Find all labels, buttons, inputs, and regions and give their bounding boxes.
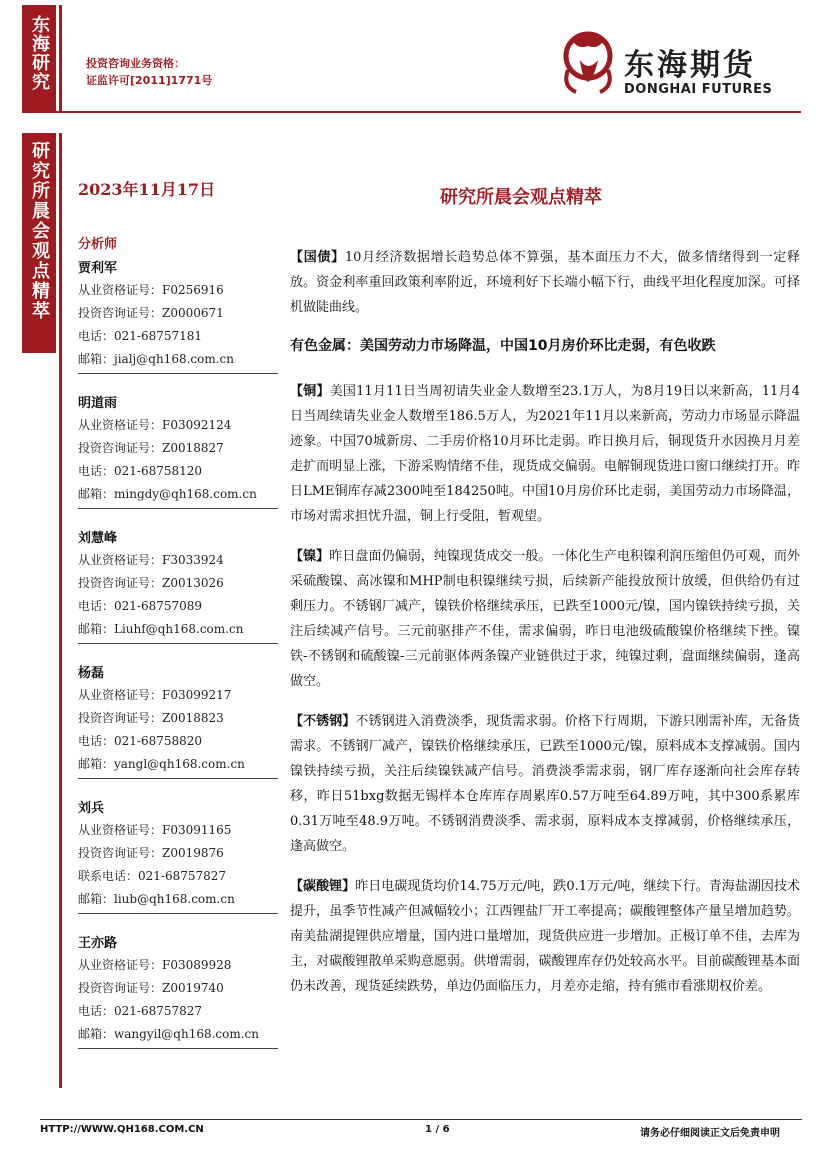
accent-rule-top	[59, 5, 62, 111]
analyst-name: 杨磊	[78, 666, 105, 681]
analyst-phone: 电话：021-68757089	[78, 599, 203, 613]
report-date: 2023年11月17日	[78, 180, 216, 199]
section-text: 不锈钢进入消费淡季，现货需求弱。价格下行周期，下游只刚需补库，无备货需求。不锈钢厂减产，镍铁价格继续承压，已跌至1000元/镍，原料成本支撑减弱。国内镍铁持续亏损，关注后续镍铁减产信号。消费淡季需求弱，钢厂库存逐渐向社会库存转移，昨日51bxg数据无锡样本仓库库存周累库0.57万吨至64.89万吨，其中300系累库0.31万吨至48.9万吨。不锈钢消费淡季、需求弱，原料成本支撑减弱，价格继续承压，逢高做空。	[290, 714, 800, 854]
analyst-consult-license: 投资咨询证号：Z0019876	[78, 846, 224, 860]
section-lithium-carbonate	[290, 874, 800, 999]
analyst-email[interactable]: 邮箱：yangl@qh168.com.cn	[78, 753, 278, 779]
section-text: 美国11月11日当周初请失业金人数增至23.1万人，为8月19日以来新高，11月4日当周续请失业金人数增至186.5万人，为2021年11月以来新高，劳动力市场显示降温迹象。中国70城新房、二手房价格10月环比走弱。昨日换月后，铜现货升水因换月月差走扩而明显上涨，下游采购情绪不佳，现货成交偏弱。电解铜现货进口窗口继续打开。昨日LME铜库存减2300吨至184250吨。中国10月房价环比走弱，美国劳动力市场降温，市场对需求担忧升温，铜上行受阻，暂观望。	[290, 384, 800, 524]
analyst-email[interactable]: 邮箱：mingdy@qh168.com.cn	[78, 483, 278, 509]
analyst-name: 贾利军	[78, 261, 118, 276]
section-text: 昨日电碳现货均价14.75万元/吨，跌0.1万元/吨，继续下行。青海盐湖因技术提升，虽季节性减产但减幅较小；江西锂盐厂开工率提高；碳酸锂整体产量呈增加趋势。南美盐湖提锂供应增量，国内进口量增加，现货供应进一步增加。正极订单不佳，去库为主，对碳酸锂散单采购意愿弱。供增需弱，碳酸锂库存仍处较高水平。目前碳酸锂基本面仍未改善，现货延续跌势，单边仍面临压力，月差亦走缩，持有熊市看涨期权价差。	[290, 879, 800, 994]
section-nickel	[290, 544, 800, 694]
logo-english-name: DONGHAI FUTURES	[624, 82, 773, 97]
analyst-email[interactable]: 邮箱：Liuhf@qh168.com.cn	[78, 618, 278, 644]
analyst-phone: 电话：021-68757827	[78, 1004, 203, 1018]
analyst-phone: 电话：021-68758120	[78, 464, 203, 478]
analyst-license: 从业资格证号：F03092124	[78, 418, 232, 432]
analyst-name: 王亦路	[78, 936, 118, 951]
analyst-license: 从业资格证号：F03089928	[78, 958, 232, 972]
analyst-name: 刘慧峰	[78, 531, 118, 546]
analyst-panel	[78, 233, 278, 1067]
analyst-license: 从业资格证号：F03091165	[78, 823, 232, 837]
section-bond	[290, 245, 800, 320]
analyst-consult-license: 投资咨询证号：Z0000671	[78, 306, 224, 320]
analyst-license: 从业资格证号：F0256916	[78, 283, 224, 297]
section-tab: 研究所晨会观点精萃	[22, 133, 56, 353]
dragon-emblem-icon	[558, 20, 618, 110]
analyst-consult-license: 投资咨询证号：Z0018827	[78, 441, 224, 455]
footer-divider	[40, 1119, 802, 1120]
brand-tab: 东海研究	[22, 5, 56, 111]
report-title: 研究所晨会观点精萃	[440, 187, 602, 208]
analyst-card	[78, 797, 278, 914]
section-stainless-steel	[290, 709, 800, 859]
footer-url[interactable]: HTTP://WWW.QH168.COM.CN	[40, 1124, 204, 1135]
analyst-email[interactable]: 邮箱：wangyil@qh168.com.cn	[78, 1023, 278, 1049]
accent-rule-side	[59, 133, 62, 1088]
footer-disclaimer: 请务必仔细阅读正文后免责申明	[640, 1128, 780, 1139]
section-tag: 【碳酸锂】	[290, 879, 356, 894]
analyst-consult-license: 投资咨询证号：Z0019740	[78, 981, 224, 995]
metals-headline: 有色金属：美国劳动力市场降温，中国10月房价环比走弱，有色收跌	[290, 338, 716, 354]
logo-chinese-name: 东海期货	[624, 48, 756, 83]
analyst-card	[78, 527, 278, 644]
main-content	[290, 245, 800, 1014]
analyst-consult-license: 投资咨询证号：Z0018823	[78, 711, 224, 725]
analyst-license: 从业资格证号：F03099217	[78, 688, 232, 702]
analyst-card	[78, 392, 278, 509]
section-tag: 【不锈钢】	[290, 714, 356, 729]
company-logo	[558, 20, 798, 110]
analyst-email[interactable]: 邮箱：jialj@qh168.com.cn	[78, 348, 278, 374]
analyst-consult-license: 投资咨询证号：Z0013026	[78, 576, 224, 590]
analyst-card	[78, 932, 278, 1049]
analyst-email[interactable]: 邮箱：liub@qh168.com.cn	[78, 888, 278, 914]
section-text: 昨日盘面仍偏弱，纯镍现货成交一般。一体化生产电积镍利润压缩但仍可观，而外采硫酸镍、高冰镍和MHP制电积镍继续亏损，后续新产能投放预计放缓，但供给仍有过剩压力。不锈钢厂减产，镍铁价格继续承压，已跌至1000元/镍，国内镍铁持续亏损，关注后续减产信号。三元前驱排产不佳，需求偏弱，昨日电池级硫酸镍价格继续下挫。镍铁-不锈钢和硫酸镍-三元前驱体两条镍产业链供过于求，纯镍过剩，盘面继续偏弱，逢高做空。	[290, 549, 800, 689]
qualification-line-1: 投资咨询业务资格：	[86, 57, 185, 70]
section-tag: 【国债】	[290, 250, 345, 265]
analyst-phone: 联系电话：021-68757827	[78, 869, 227, 883]
footer-page-number: 1 / 6	[425, 1124, 450, 1135]
section-text: 10月经济数据增长趋势总体不算强，基本面压力不大，做多情绪得到一定释放。资金利率重回政策利率附近，环境利好下长端小幅下行，曲线平坦化程度加深。可择机做陡曲线。	[290, 250, 800, 315]
section-copper	[290, 379, 800, 529]
analyst-phone: 电话：021-68758820	[78, 734, 203, 748]
analyst-name: 刘兵	[78, 801, 105, 816]
section-tag: 【镍】	[290, 549, 330, 564]
analyst-heading: 分析师	[78, 237, 118, 252]
analyst-card	[78, 662, 278, 779]
section-tag: 【铜】	[290, 384, 330, 399]
qualification-line-2: 证监许可[2011]1771号	[86, 74, 213, 87]
header-divider	[22, 111, 801, 113]
analyst-phone: 电话：021-68757181	[78, 329, 203, 343]
analyst-list	[78, 257, 278, 1049]
analyst-card	[78, 257, 278, 374]
analyst-name: 明道雨	[78, 396, 118, 411]
analyst-license: 从业资格证号：F3033924	[78, 553, 224, 567]
